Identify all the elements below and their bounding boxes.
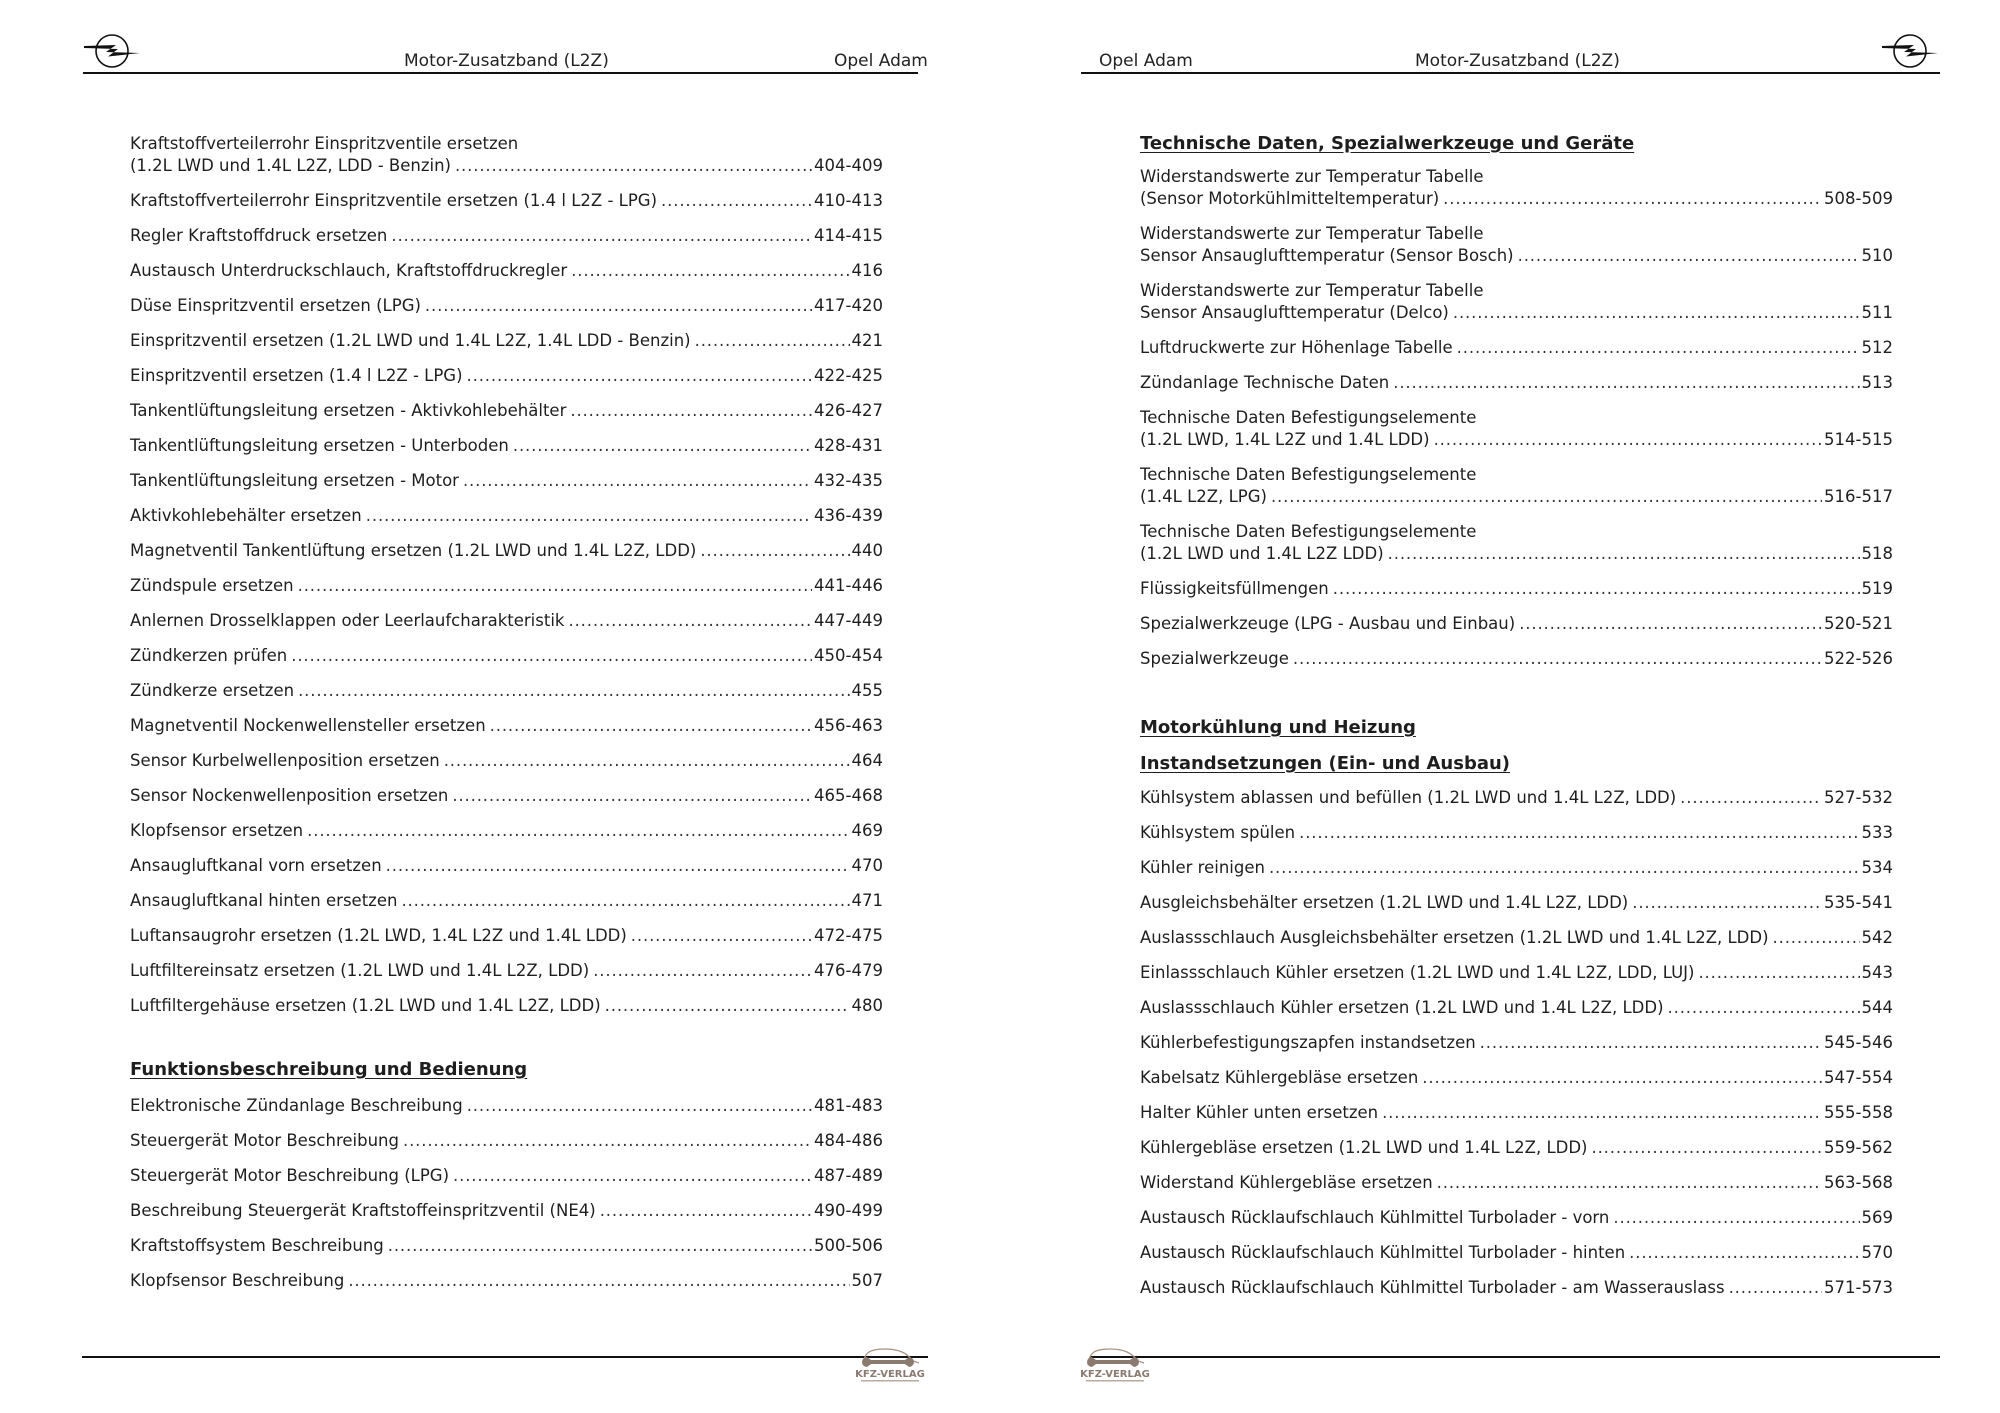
dot-leader	[344, 1270, 849, 1292]
opel-logo-icon	[1878, 31, 1942, 71]
dot-leader	[1384, 543, 1860, 565]
toc-entry-title: Auslassschlauch Kühler ersetzen (1.2L LWD und 1.4L L2Z, LDD)	[1140, 998, 1664, 1017]
toc-entry-title: Elektronische Zündanlage Beschreibung	[130, 1096, 463, 1115]
toc-entry-title: Zündanlage Technische Daten	[1140, 373, 1390, 392]
toc-entry[interactable]	[130, 133, 883, 177]
toc-entry-title: Luftansaugrohr ersetzen (1.2L LWD, 1.4L L2Z und 1.4L LDD)	[130, 926, 627, 945]
dot-leader	[1676, 787, 1822, 809]
dot-leader	[596, 1200, 812, 1222]
toc-entry-page-number: 570	[1861, 1243, 1893, 1262]
toc-entry[interactable]	[1140, 1277, 1893, 1299]
toc-entry-page-number: 500-506	[814, 1236, 883, 1255]
section-heading: Motorkühlung und Heizung	[1140, 717, 1416, 738]
toc-entry-page-number: 516-517	[1824, 487, 1893, 506]
toc-entry-title-line: Widerstandswerte zur Temperatur Tabelle	[1140, 224, 1484, 243]
dot-leader	[1389, 372, 1859, 394]
dot-leader	[421, 295, 812, 317]
dot-leader	[696, 540, 849, 562]
toc-entry-page-number: 480	[851, 996, 883, 1015]
toc-entry[interactable]	[1140, 578, 1893, 600]
dot-leader	[459, 470, 812, 492]
toc-entry-page-number: 450-454	[814, 646, 883, 665]
right-page	[1000, 0, 2000, 1413]
dot-leader	[448, 785, 812, 807]
svg-text:KFZ-VERLAG: KFZ-VERLAG	[1080, 1369, 1150, 1380]
toc-entry[interactable]	[130, 1200, 883, 1222]
toc-entry[interactable]	[130, 855, 883, 877]
dot-leader	[1588, 1137, 1823, 1159]
toc-entry-title: Magnetventil Nockenwellensteller ersetzen	[130, 716, 486, 735]
footer-rule	[82, 1356, 928, 1358]
toc-entry-title: Sensor Kurbelwellenposition ersetzen	[130, 751, 440, 770]
dot-leader	[567, 260, 849, 282]
dot-leader	[627, 925, 812, 947]
toc-entry-title: Luftdruckwerte zur Höhenlage Tabelle	[1140, 338, 1453, 357]
toc-entry-page-number: 414-415	[814, 226, 883, 245]
toc-entry[interactable]	[1140, 372, 1893, 394]
toc-entry-page-number: 569	[1861, 1208, 1893, 1227]
toc-entry-title: Kühlsystem ablassen und befüllen (1.2L LWD und 1.4L L2Z, LDD)	[1140, 788, 1677, 807]
toc-entry[interactable]	[130, 400, 883, 422]
toc-entry[interactable]	[1140, 1067, 1893, 1089]
toc-entry-page-number: 436-439	[814, 506, 883, 525]
toc-entry-page-number: 476-479	[814, 961, 883, 980]
toc-entry-title: Luftfiltereinsatz ersetzen (1.2L LWD und 1.4L L2Z, LDD)	[130, 961, 590, 980]
toc-entry-page-number: 422-425	[814, 366, 883, 385]
toc-entry[interactable]	[1140, 1207, 1893, 1229]
toc-entry-title: Ansaugluftkanal vorn ersetzen	[130, 856, 382, 875]
toc-entry-page-number: 511	[1861, 303, 1893, 322]
dot-leader	[449, 1165, 812, 1187]
toc-entry-title: Flüssigkeitsfüllmengen	[1140, 579, 1329, 598]
toc-entry-page-number: 472-475	[814, 926, 883, 945]
dot-leader	[1514, 245, 1860, 267]
dot-leader	[1265, 857, 1860, 879]
toc-entry-title-line: Kraftstoffverteilerrohr Einspritzventile ersetzen	[130, 134, 519, 153]
toc-entry-title: Tankentlüftungsleitung ersetzen - Aktivkohlebehälter	[130, 401, 567, 420]
toc-entry-page-number: 543	[1861, 963, 1893, 982]
dot-leader	[1664, 997, 1860, 1019]
toc-entry-title: Austausch Rücklaufschlauch Kühlmittel Turbolader - am Wasserauslass	[1140, 1278, 1725, 1297]
toc-entry-title: (1.2L LWD und 1.4L L2Z, LDD - Benzin)	[130, 156, 451, 175]
toc-entry[interactable]	[1140, 648, 1893, 670]
dot-leader	[440, 750, 850, 772]
toc-entry[interactable]	[1140, 1102, 1893, 1124]
toc-entry-title: Kraftstoffverteilerrohr Einspritzventile ersetzen (1.4 l L2Z - LPG)	[130, 191, 658, 210]
header-vehicle-title: Opel Adam	[1099, 51, 1193, 71]
dot-leader	[1609, 1207, 1859, 1229]
toc-entry-title: Zündkerzen prüfen	[130, 646, 288, 665]
section-subheading: Instandsetzungen (Ein- und Ausbau)	[1140, 753, 1511, 774]
toc-entry-title: Ausgleichsbehälter ersetzen (1.2L LWD und 1.4L L2Z, LDD)	[1140, 893, 1629, 912]
toc-entry[interactable]	[1140, 613, 1893, 635]
toc-entry-page-number: 507	[851, 1271, 883, 1290]
toc-entry[interactable]	[1140, 787, 1893, 809]
toc-entry[interactable]	[130, 890, 883, 912]
toc-entry[interactable]	[130, 1130, 883, 1152]
footer-rule	[1090, 1356, 1940, 1358]
dot-leader	[1439, 188, 1822, 210]
toc-entry[interactable]	[130, 960, 883, 982]
toc-entry-title: (1.4L L2Z, LPG)	[1140, 487, 1267, 506]
toc-entry-page-number: 522-526	[1824, 649, 1893, 668]
toc-entry-title: Zündkerze ersetzen	[130, 681, 295, 700]
toc-entry-title: Einlassschlauch Kühler ersetzen (1.2L LWD und 1.4L L2Z, LDD, LUJ)	[1140, 963, 1695, 982]
toc-entry-page-number: 519	[1861, 579, 1893, 598]
toc-entry-title-line: Technische Daten Befestigungselemente	[1140, 408, 1477, 427]
toc-entry-page-number: 471	[851, 891, 883, 910]
toc-entry[interactable]	[1140, 337, 1893, 359]
toc-entry[interactable]	[130, 995, 883, 1017]
dot-leader	[294, 575, 812, 597]
dot-leader	[303, 820, 849, 842]
toc-entry-title: Spezialwerkzeuge	[1140, 649, 1289, 668]
toc-entry-page-number: 481-483	[814, 1096, 883, 1115]
toc-entry[interactable]	[1140, 822, 1893, 844]
toc-entry-page-number: 447-449	[814, 611, 883, 630]
toc-entry-title: Steuergerät Motor Beschreibung (LPG)	[130, 1166, 450, 1185]
toc-entry-title: Sensor Ansauglufttemperatur (Sensor Bosch)	[1140, 246, 1514, 265]
dot-leader	[486, 715, 812, 737]
dot-leader	[1449, 302, 1860, 324]
toc-entry-page-number: 563-568	[1824, 1173, 1893, 1192]
toc-entry-title: Austausch Rücklaufschlauch Kühlmittel Turbolader - vorn	[1140, 1208, 1610, 1227]
toc-entry-title-line: Technische Daten Befestigungselemente	[1140, 465, 1477, 484]
toc-entry-page-number: 527-532	[1824, 788, 1893, 807]
toc-entry-page-number: 512	[1861, 338, 1893, 357]
toc-entry[interactable]	[1140, 280, 1893, 324]
dot-leader	[287, 645, 812, 667]
toc-entry-page-number: 533	[1861, 823, 1893, 842]
toc-entry[interactable]	[130, 785, 883, 807]
dot-leader	[691, 330, 850, 352]
dot-leader	[451, 155, 812, 177]
toc-entry-page-number: 428-431	[814, 436, 883, 455]
toc-entry[interactable]	[130, 1235, 883, 1257]
toc-entry[interactable]	[1140, 962, 1893, 984]
section-heading: Funktionsbeschreibung und Bedienung	[130, 1059, 528, 1080]
toc-entry[interactable]	[1140, 1032, 1893, 1054]
dot-leader	[463, 1095, 812, 1117]
toc-entry[interactable]	[1140, 464, 1893, 508]
toc-entry-page-number: 559-562	[1824, 1138, 1893, 1157]
toc-entry-title: Einspritzventil ersetzen (1.4 l L2Z - LPG)	[130, 366, 463, 385]
toc-entry-title: Widerstand Kühlergebläse ersetzen	[1140, 1173, 1433, 1192]
toc-entry[interactable]	[1140, 166, 1893, 210]
dot-leader	[362, 505, 812, 527]
dot-leader	[384, 1235, 812, 1257]
toc-entry-page-number: 416	[851, 261, 883, 280]
toc-entry-title: Klopfsensor Beschreibung	[130, 1271, 345, 1290]
toc-entry-page-number: 455	[851, 681, 883, 700]
toc-entry-title: Kabelsatz Kühlergebläse ersetzen	[1140, 1068, 1419, 1087]
toc-entry[interactable]	[130, 750, 883, 772]
toc-entry-title: Beschreibung Steuergerät Kraftstoffeinspritzventil (NE4)	[130, 1201, 596, 1220]
toc-entry-page-number: 510	[1861, 246, 1893, 265]
toc-entry-title: Kühlsystem spülen	[1140, 823, 1296, 842]
dot-leader	[1628, 892, 1822, 914]
section-heading: Technische Daten, Spezialwerkzeuge und Geräte	[1140, 133, 1635, 154]
dot-leader	[509, 435, 812, 457]
toc-entry-page-number: 547-554	[1824, 1068, 1893, 1087]
toc-entry-title: Sensor Ansauglufttemperatur (Delco)	[1140, 303, 1449, 322]
toc-entry-page-number: 484-486	[814, 1131, 883, 1150]
toc-entry-page-number: 456-463	[814, 716, 883, 735]
toc-entry-title: Düse Einspritzventil ersetzen (LPG)	[130, 296, 421, 315]
toc-entry-page-number: 518	[1861, 544, 1893, 563]
dot-leader	[1625, 1242, 1859, 1264]
toc-entry[interactable]	[130, 610, 883, 632]
table-of-contents-left	[130, 133, 883, 1305]
toc-entry-title: Ansaugluftkanal hinten ersetzen	[130, 891, 398, 910]
dot-leader	[382, 855, 850, 877]
toc-entry-title: Zündspule ersetzen	[130, 576, 294, 595]
toc-entry[interactable]	[1140, 857, 1893, 879]
toc-entry-page-number: 555-558	[1824, 1103, 1893, 1122]
dot-leader	[399, 1130, 812, 1152]
dot-leader	[294, 680, 849, 702]
dot-leader	[387, 225, 812, 247]
dot-leader	[566, 400, 812, 422]
dot-leader	[1515, 613, 1822, 635]
toc-entry[interactable]	[1140, 927, 1893, 949]
toc-entry-page-number: 432-435	[814, 471, 883, 490]
toc-entry-page-number: 508-509	[1824, 189, 1893, 208]
toc-entry[interactable]	[130, 715, 883, 737]
dot-leader	[463, 365, 813, 387]
toc-entry-page-number: 417-420	[814, 296, 883, 315]
toc-entry-page-number: 440	[851, 541, 883, 560]
toc-entry[interactable]	[130, 260, 883, 282]
toc-entry-page-number: 520-521	[1824, 614, 1893, 633]
toc-entry-page-number: 542	[1861, 928, 1893, 947]
dot-leader	[564, 610, 812, 632]
toc-entry[interactable]	[130, 190, 883, 212]
toc-entry-title: Halter Kühler unten ersetzen	[1140, 1103, 1379, 1122]
toc-entry[interactable]	[130, 365, 883, 387]
toc-entry[interactable]	[1140, 407, 1893, 451]
toc-entry-title: Auslassschlauch Ausgleichsbehälter ersetzen (1.2L LWD und 1.4L L2Z, LDD)	[1140, 928, 1769, 947]
toc-entry-title: Regler Kraftstoffdruck ersetzen	[130, 226, 388, 245]
toc-entry[interactable]	[130, 575, 883, 597]
toc-entry[interactable]	[130, 680, 883, 702]
toc-entry[interactable]	[130, 540, 883, 562]
opel-logo-icon	[80, 31, 144, 71]
dot-leader	[1329, 578, 1860, 600]
dot-leader	[397, 890, 849, 912]
toc-entry[interactable]	[1140, 521, 1893, 565]
toc-entry[interactable]	[130, 470, 883, 492]
dot-leader	[1430, 429, 1822, 451]
toc-entry-page-number: 513	[1861, 373, 1893, 392]
toc-entry-page-number: 470	[851, 856, 883, 875]
toc-entry-page-number: 514-515	[1824, 430, 1893, 449]
table-of-contents-right	[1140, 133, 1893, 1312]
toc-entry-title: Klopfsensor ersetzen	[130, 821, 304, 840]
toc-entry-title: (Sensor Motorkühlmitteltemperatur)	[1140, 189, 1440, 208]
toc-entry[interactable]	[130, 645, 883, 667]
toc-entry-title: Austausch Unterdruckschlauch, Kraftstoffdruckregler	[130, 261, 568, 280]
dot-leader	[1295, 822, 1859, 844]
dot-leader	[1378, 1102, 1822, 1124]
dot-leader	[1694, 962, 1859, 984]
toc-entry-page-number: 534	[1861, 858, 1893, 877]
toc-entry-title: (1.2L LWD und 1.4L L2Z LDD)	[1140, 544, 1384, 563]
toc-entry-page-number: 404-409	[814, 156, 883, 175]
toc-entry-page-number: 464	[851, 751, 883, 770]
toc-entry[interactable]	[130, 1165, 883, 1187]
toc-entry[interactable]	[1140, 1172, 1893, 1194]
header-rule	[83, 72, 918, 74]
toc-entry-title-line: Widerstandswerte zur Temperatur Tabelle	[1140, 281, 1484, 300]
toc-entry-page-number: 469	[851, 821, 883, 840]
dot-leader	[1267, 486, 1822, 508]
toc-entry-title: Kühlerbefestigungszapfen instandsetzen	[1140, 1033, 1476, 1052]
header-manual-title: Motor-Zusatzband (L2Z)	[1415, 51, 1620, 71]
toc-entry[interactable]	[1140, 223, 1893, 267]
toc-entry-page-number: 544	[1861, 998, 1893, 1017]
kfz-verlag-logo-icon	[1080, 1343, 1150, 1385]
dot-leader	[1476, 1032, 1822, 1054]
toc-entry-title: Magnetventil Tankentlüftung ersetzen (1.2L LWD und 1.4L L2Z, LDD)	[130, 541, 697, 560]
toc-entry[interactable]	[1140, 892, 1893, 914]
toc-entry-title: Tankentlüftungsleitung ersetzen - Motor	[130, 471, 459, 490]
toc-entry[interactable]	[130, 1270, 883, 1292]
toc-entry-title: Kühler reinigen	[1140, 858, 1265, 877]
toc-entry-title: Aktivkohlebehälter ersetzen	[130, 506, 362, 525]
toc-entry-title: (1.2L LWD, 1.4L L2Z und 1.4L LDD)	[1140, 430, 1430, 449]
toc-entry-title: Austausch Rücklaufschlauch Kühlmittel Turbolader - hinten	[1140, 1243, 1626, 1262]
dot-leader	[1769, 927, 1860, 949]
dot-leader	[1725, 1277, 1822, 1299]
kfz-verlag-logo-icon	[855, 1343, 925, 1385]
header-vehicle-title: Opel Adam	[834, 51, 928, 71]
toc-entry-title: Tankentlüftungsleitung ersetzen - Unterboden	[130, 436, 509, 455]
toc-entry-title: Steuergerät Motor Beschreibung	[130, 1131, 399, 1150]
toc-entry-title: Luftfiltergehäuse ersetzen (1.2L LWD und 1.4L L2Z, LDD)	[130, 996, 601, 1015]
svg-text:KFZ-VERLAG: KFZ-VERLAG	[855, 1369, 925, 1380]
toc-entry-page-number: 410-413	[814, 191, 883, 210]
toc-entry[interactable]	[130, 225, 883, 247]
toc-entry[interactable]	[130, 505, 883, 527]
toc-entry-title: Einspritzventil ersetzen (1.2L LWD und 1.4L L2Z, 1.4L LDD - Benzin)	[130, 331, 691, 350]
header-manual-title: Motor-Zusatzband (L2Z)	[404, 51, 609, 71]
toc-entry-title: Sensor Nockenwellenposition ersetzen	[130, 786, 449, 805]
toc-entry-title-line: Technische Daten Befestigungselemente	[1140, 522, 1477, 541]
header-rule	[1081, 72, 1940, 74]
toc-entry[interactable]	[130, 820, 883, 842]
toc-entry[interactable]	[1140, 997, 1893, 1019]
toc-entry[interactable]	[1140, 1242, 1893, 1264]
toc-entry-page-number: 441-446	[814, 576, 883, 595]
dot-leader	[1289, 648, 1822, 670]
toc-entry-page-number: 426-427	[814, 401, 883, 420]
toc-entry-page-number: 490-499	[814, 1201, 883, 1220]
toc-entry-title: Kraftstoffsystem Beschreibung	[130, 1236, 384, 1255]
toc-entry[interactable]	[1140, 1137, 1893, 1159]
toc-entry-title: Anlernen Drosselklappen oder Leerlaufcharakteristik	[130, 611, 565, 630]
dot-leader	[657, 190, 812, 212]
toc-entry-page-number: 487-489	[814, 1166, 883, 1185]
toc-entry[interactable]	[130, 925, 883, 947]
toc-entry[interactable]	[130, 435, 883, 457]
toc-entry[interactable]	[130, 295, 883, 317]
toc-entry-page-number: 571-573	[1824, 1278, 1893, 1297]
toc-entry[interactable]	[130, 330, 883, 352]
toc-entry-page-number: 545-546	[1824, 1033, 1893, 1052]
toc-entry[interactable]	[130, 1095, 883, 1117]
toc-entry-title: Spezialwerkzeuge (LPG - Ausbau und Einbau)	[1140, 614, 1516, 633]
toc-entry-page-number: 535-541	[1824, 893, 1893, 912]
dot-leader	[601, 995, 850, 1017]
dot-leader	[589, 960, 812, 982]
toc-entry-title-line: Widerstandswerte zur Temperatur Tabelle	[1140, 167, 1484, 186]
toc-entry-title: Kühlergebläse ersetzen (1.2L LWD und 1.4L L2Z, LDD)	[1140, 1138, 1588, 1157]
dot-leader	[1453, 337, 1860, 359]
toc-entry-page-number: 421	[851, 331, 883, 350]
toc-entry-page-number: 465-468	[814, 786, 883, 805]
dot-leader	[1418, 1067, 1822, 1089]
dot-leader	[1433, 1172, 1822, 1194]
